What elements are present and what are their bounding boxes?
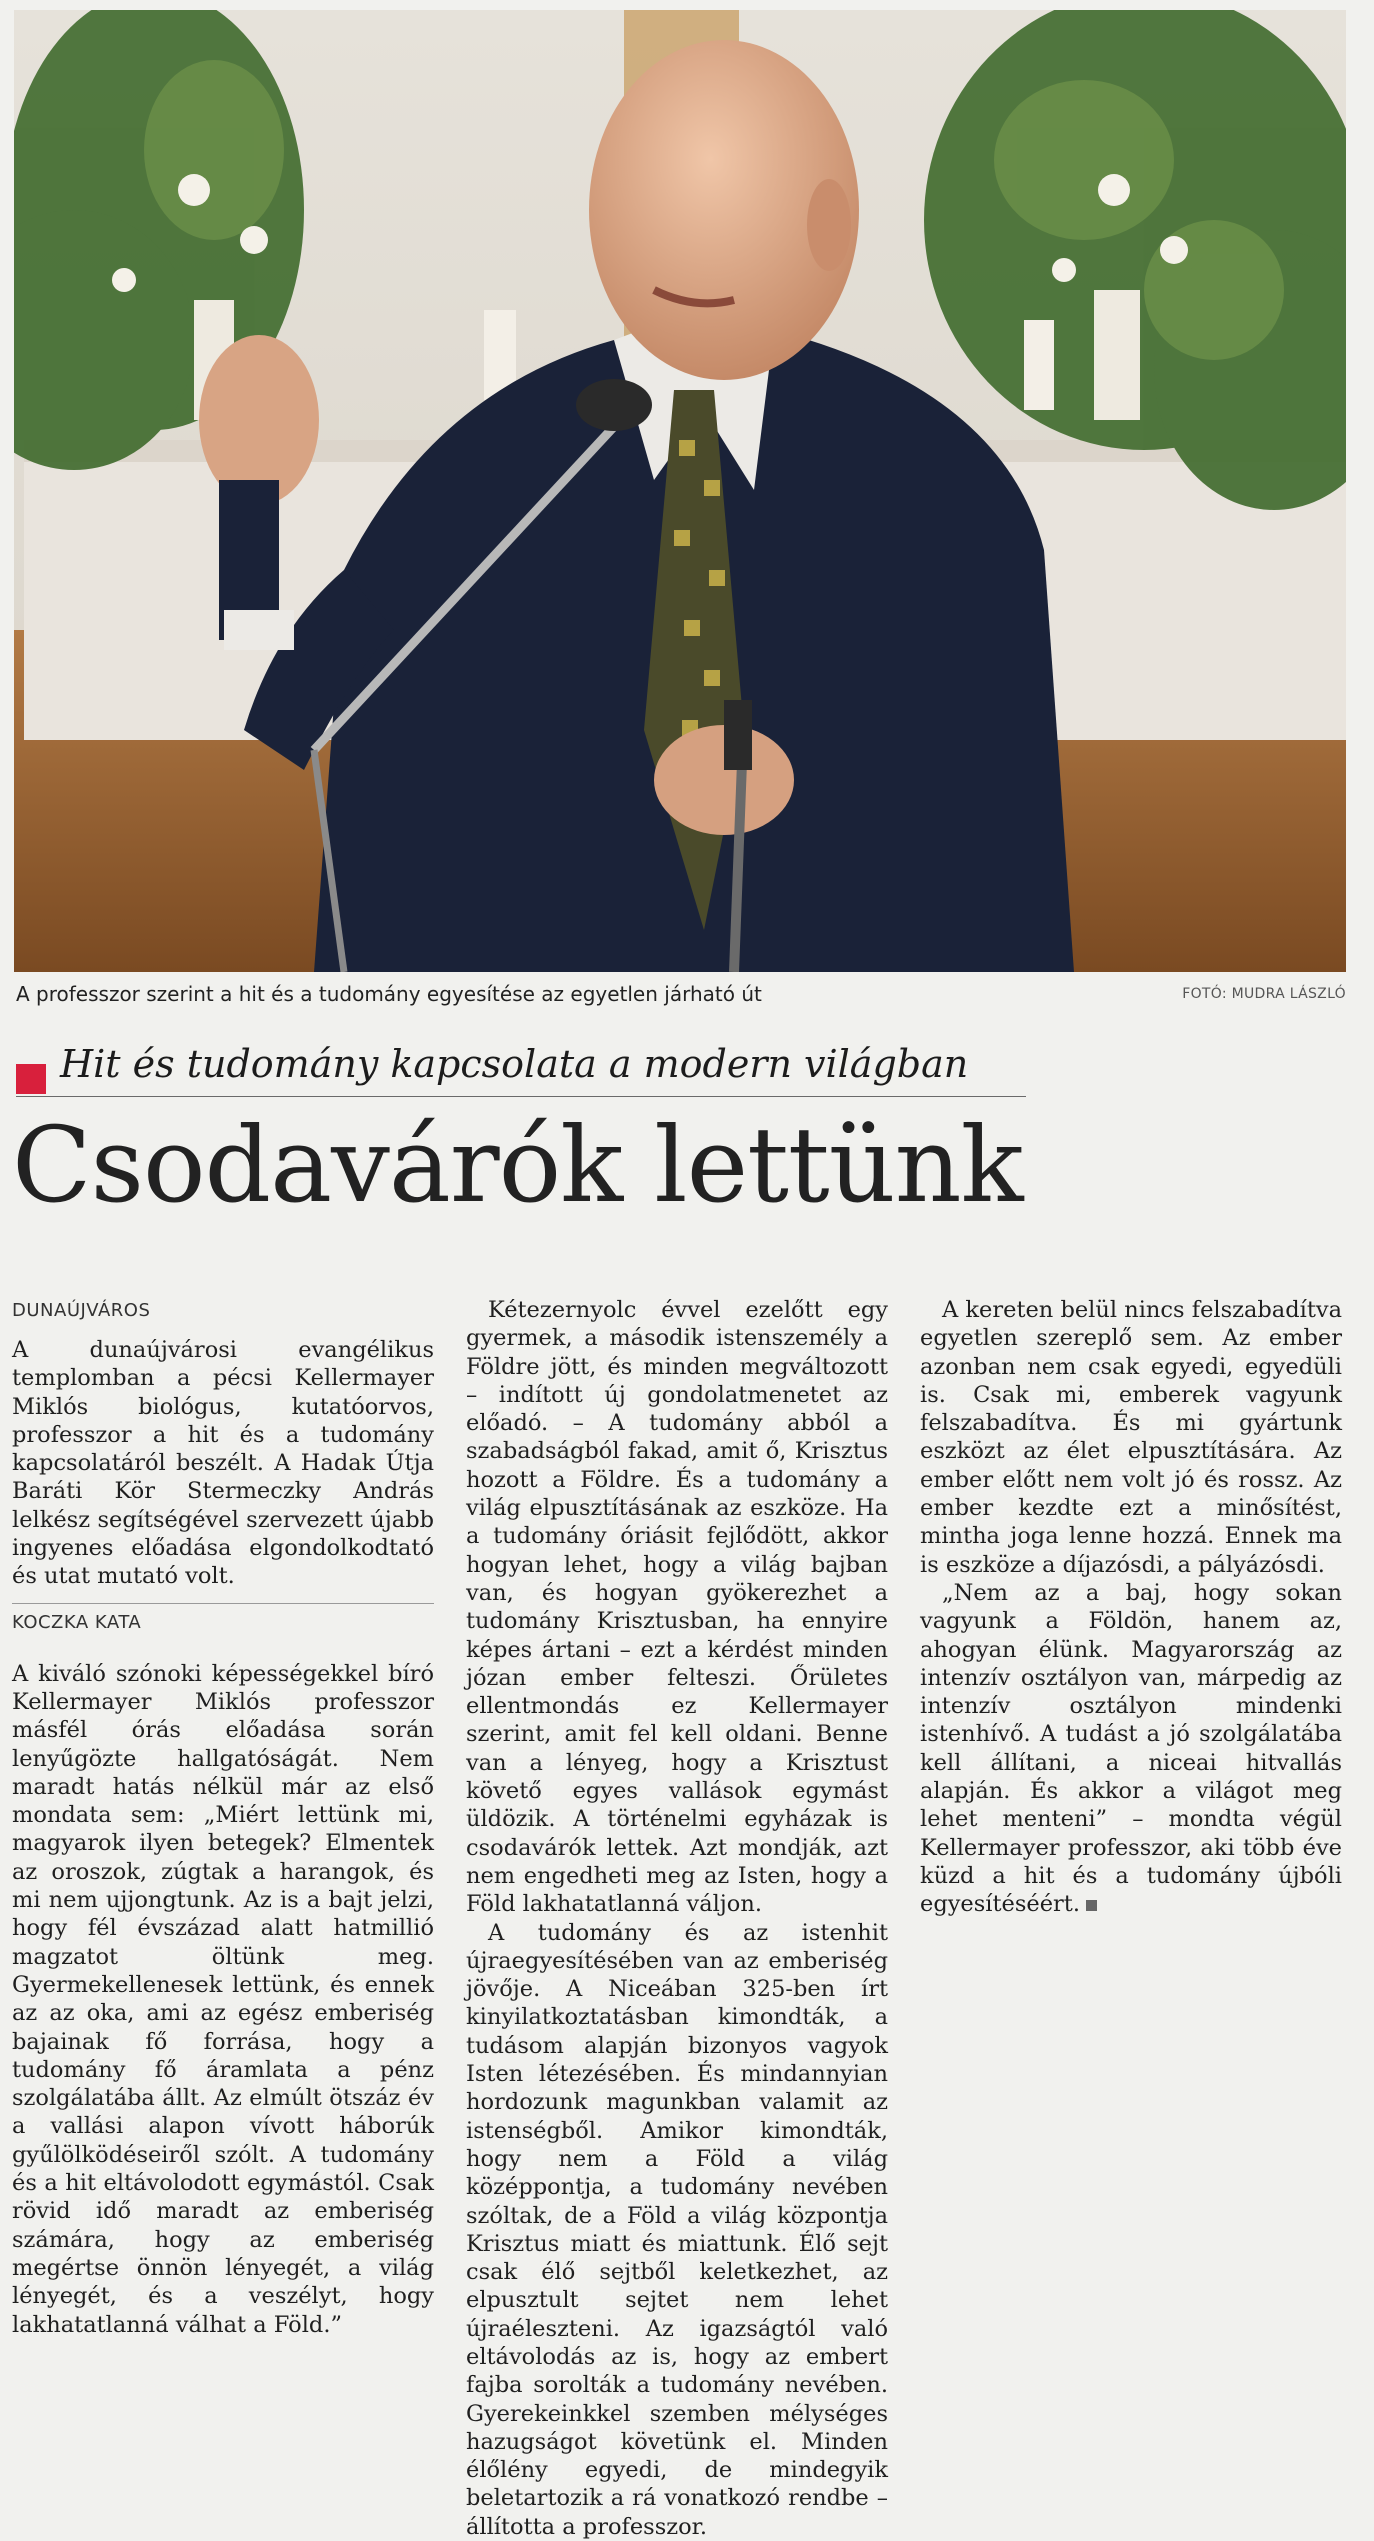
body-paragraph-3: A tudomány és az istenhit újraegyesítésében van az emberiség jövője. A Niceában 325-ben írt kinyilatkoztatásban kimondták, a tudásom alapján bizonyos vagyok Isten létezésében. És mindannyian hordozunk magunkban valamit az istenségből. Amikor kimondták, hogy nem a Föld a világ középpontja, a tudomány nevében szóltak, de a Föld a világ központja Krisztus miatt és miattunk. Élő sejt csak élő sejtből keletkezhet, az elpusztult sejtet nem lehet újraéleszteni. Az igazságtól való eltávolodás az is, hogy az embert fajba sorolták a tudomány nevében. Gyerekeinkkel szemben mélységes hazugságot követünk el. Minden élőlény egyedi, de mindegyik beletartozik a rá vonatkozó rendbe – állította a professzor. <box>466 1919 888 2540</box>
kicker-bar <box>16 1040 1026 1097</box>
body-paragraph-2: Kétezernyolc évvel ezelőtt egy gyermek, a második istenszemély a Földre jött, és minden megváltozott – indított új gondolatmenetet az előadó. – A tudomány abból a szabadságból fakad, amit ő, Krisztus hozott a Földre. És a tudomány a világ elpusztításának az eszköze. Ha a tudomány óriásit fejlődött, akkor hogyan lehet, hogy a világ bajban van, és hogyan gyökerezhet a tudomány Krisztusban, ha ennyire képes ártani – ezt a kérdést minden józan ember felteszi. Őrületes ellentmondás ez Kellermayer szerint, amit fel kell oldani. Benne van a lényeg, hogy a Krisztust követő egyes vallások egymást üldözik. A történelmi egyházak is csodavárók lettek. Azt mondják, azt nem engedheti meg az Isten, hogy a Föld lakhatatlanná váljon. <box>466 1297 888 1918</box>
byline: KOCZKA KATA <box>12 1603 434 1634</box>
kicker-title: Hit és tudomány kapcsolata a modern világban <box>60 1042 969 1086</box>
body-paragraph-5-text: „Nem az a baj, hogy sokan vagyunk a Földön, hanem az, ahogyan élünk. Magyarország az intenzív osztályon van, márpedig az intenzív osztályon mindenki istenhívő. A tudást a jó szolgálatába kell állítani, a niceai hitvallás alapján. És akkor a világot meg lehet menteni” – mondta végül Kellermayer professzor, aki több éve küzd a hit és a tudomány újbóli egyesítéséért. <box>920 1579 1342 1918</box>
photo-caption: A professzor szerint a hit és a tudomány egyesítése az egyetlen járható út <box>16 982 762 1006</box>
column-1 <box>12 1300 434 2339</box>
end-mark-icon <box>1086 1900 1097 1911</box>
photo-credit: FOTÓ: MUDRA LÁSZLÓ <box>1182 986 1346 1002</box>
dateline: DUNAÚJVÁROS <box>12 1300 151 1321</box>
speaker-photo-illustration <box>14 10 1346 972</box>
lead-paragraph: A dunaújvárosi evangélikus templomban a pécsi Kellermayer Miklós biológus, kutatóorvos, professzor a hit és a tudomány kapcsolatáról beszélt. A Hadak Útja Baráti Kör Stermeczky András lelkész segítségével szervezett újabb ingyenes előadása elgondolkodtató és utat mutató volt. <box>12 1337 434 1590</box>
body-paragraph-1: A kiváló szónoki képességekkel bíró Kellermayer Miklós professzor másfél órás előadása során lenyűgözte hallgatóságát. Nem maradt hatás nélkül már az első mondata sem: „Miért lettünk mi, magyarok ilyen betegek? Elmentek az oroszok, zúgtak a harangok, és mi nem ujjongtunk. Az is a bajt jelzi, hogy fél évszázad alatt hatmillió magzatot öltünk meg. Gyermekellenesek lettünk, és ennek az az oka, ami az egész emberiség bajainak fő forrása, hogy a tudomány fő áramlata a pénz szolgálatába állt. Az elmúlt ötszáz év a vallási alapon vívott háborúk gyűlölködéseiről szólt. A tudomány és a hit eltávolodott egymástól. Csak rövid idő maradt az emberiség számára, hogy az emberiség megértse önnön lényegét, a világ lényegét, és a veszélyt, hogy lakhatatlanná válhat a Föld.” <box>12 1660 434 2338</box>
column-3 <box>920 1296 1342 1919</box>
column-2 <box>466 1296 888 2541</box>
kicker-square-icon <box>16 1064 46 1094</box>
body-paragraph-5 <box>920 1579 1342 1919</box>
photo-caption-bar <box>16 982 1346 1012</box>
body-paragraph-4: A kereten belül nincs felszabadítva egyetlen szereplő sem. Az ember azonban nem csak egyedi, egyedüli is. Csak mi, emberek vagyunk felszabadítva. És mi gyártunk eszközt az élet elpusztítására. Az ember előtt nem volt jó és rossz. Az ember kezdte ezt a minősítést, mintha joga lenne hozzá. Ennek ma is eszköze a díjazósdi, a pályázósdi. <box>920 1297 1342 1578</box>
article-photo <box>14 10 1346 972</box>
headline: Csodavárók lettünk <box>12 1104 1023 1226</box>
